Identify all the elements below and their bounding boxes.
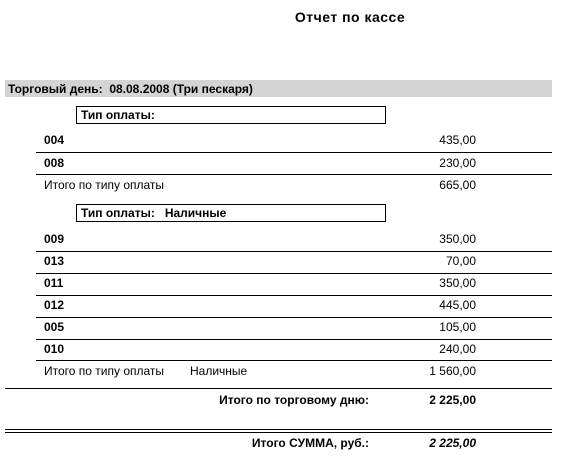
row-divider: [36, 339, 552, 340]
report-title: Отчет по кассе: [294, 9, 406, 25]
row-divider: [36, 295, 552, 296]
grand-total-value: 2 225,00: [429, 436, 476, 450]
day-total-divider: [5, 388, 552, 389]
day-total-value: 2 225,00: [429, 393, 476, 407]
row-code: 005: [44, 320, 65, 334]
payment-type-header: [81, 206, 226, 220]
row-code: 012: [44, 298, 65, 312]
subtotal-method: Наличные: [190, 364, 248, 378]
row-code: 009: [44, 232, 65, 246]
row-code: 013: [44, 254, 65, 268]
row-amount: 445,00: [439, 298, 476, 312]
payment-type-label: Тип оплаты:: [81, 206, 155, 220]
grand-total-divider: [5, 429, 552, 430]
row-divider: [36, 152, 552, 153]
subtotal-value: 1 560,00: [429, 364, 476, 378]
subtotal-label: Итого по типу оплаты: [44, 178, 165, 192]
trading-day-value: 08.08.2008 (Три пескаря): [109, 82, 253, 96]
row-code: 011: [44, 276, 64, 290]
row-amount: 70,00: [445, 254, 476, 268]
row-amount: 105,00: [439, 320, 476, 334]
row-divider: [36, 251, 552, 252]
grand-total-label: Итого СУММА, руб.:: [251, 436, 369, 450]
row-divider: [36, 360, 552, 361]
row-amount: 350,00: [439, 276, 476, 290]
row-amount: 350,00: [439, 232, 476, 246]
subtotal-label: Итого по типу оплаты: [44, 364, 165, 378]
row-divider: [36, 317, 552, 318]
row-divider: [36, 174, 552, 175]
row-code: 004: [44, 133, 65, 147]
payment-type-method: Наличные: [164, 206, 227, 220]
grand-total-divider: [5, 432, 552, 433]
trading-day-label: Торговый день:: [8, 82, 103, 96]
row-amount: 230,00: [439, 156, 476, 170]
day-total-label: Итого по торговому дню:: [219, 393, 369, 407]
trading-day-header: [8, 82, 253, 96]
row-amount: 240,00: [439, 342, 476, 356]
subtotal-value: 665,00: [439, 178, 476, 192]
row-code: 010: [44, 342, 65, 356]
payment-type-label: Тип оплаты:: [81, 108, 155, 122]
payment-type-header: [81, 108, 165, 122]
row-code: 008: [44, 156, 65, 170]
row-divider: [36, 273, 552, 274]
row-amount: 435,00: [439, 133, 476, 147]
